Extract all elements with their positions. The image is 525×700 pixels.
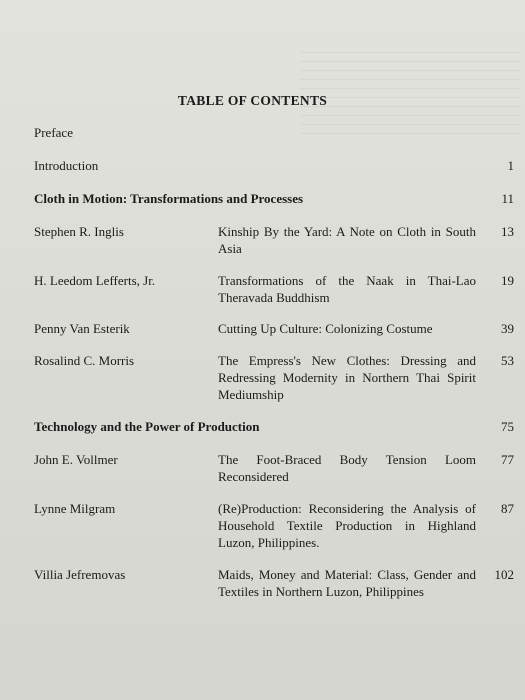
chapter-title: (Re)Production: Reconsidering the Analysis of Household Textile Production in Highland Luzon, Philippines. — [218, 501, 476, 550]
chapter-title: Cutting Up Culture: Colonizing Costume — [218, 321, 433, 336]
entry-label: Introduction — [34, 158, 99, 173]
page-number: 102 — [494, 567, 514, 582]
author-name: H. Leedom Lefferts, Jr. — [34, 273, 156, 288]
page-number: 19 — [501, 273, 514, 288]
section-heading: Cloth in Motion: Transformations and Processes — [34, 191, 304, 206]
page-number: 13 — [501, 224, 514, 239]
page-number: 39 — [501, 321, 514, 336]
author-name: Lynne Milgram — [34, 501, 116, 516]
chapter-title: The Empress's New Clothes: Dressing and Redressing Modernity in Northern Thai Spirit Mediumship — [218, 353, 476, 402]
page-number: 87 — [501, 501, 514, 516]
chapter-title: Kinship By the Yard: A Note on Cloth in South Asia — [218, 224, 476, 256]
author-name: Rosalind C. Morris — [34, 353, 135, 368]
page-number: 11 — [501, 191, 514, 206]
chapter-title: The Foot-Braced Body Tension Loom Reconsidered — [218, 452, 476, 484]
chapter-title: Transformations of the Naak in Thai-Lao Theravada Buddhism — [218, 273, 476, 305]
page-number: 77 — [501, 452, 514, 467]
author-name: John E. Vollmer — [34, 452, 118, 467]
page-title: TABLE OF CONTENTS — [177, 93, 328, 108]
author-name: Penny Van Esterik — [34, 321, 130, 336]
entry-label: Preface — [34, 125, 73, 140]
page-number: 75 — [501, 419, 514, 434]
author-name: Stephen R. Inglis — [34, 224, 124, 239]
page-number: 53 — [501, 353, 514, 368]
author-name: Villia Jefremovas — [34, 567, 126, 582]
chapter-title: Maids, Money and Material: Class, Gender and Textiles in Northern Luzon, Philippines — [218, 567, 476, 599]
page-number: 1 — [507, 158, 514, 173]
section-heading: Technology and the Power of Production — [34, 419, 260, 434]
